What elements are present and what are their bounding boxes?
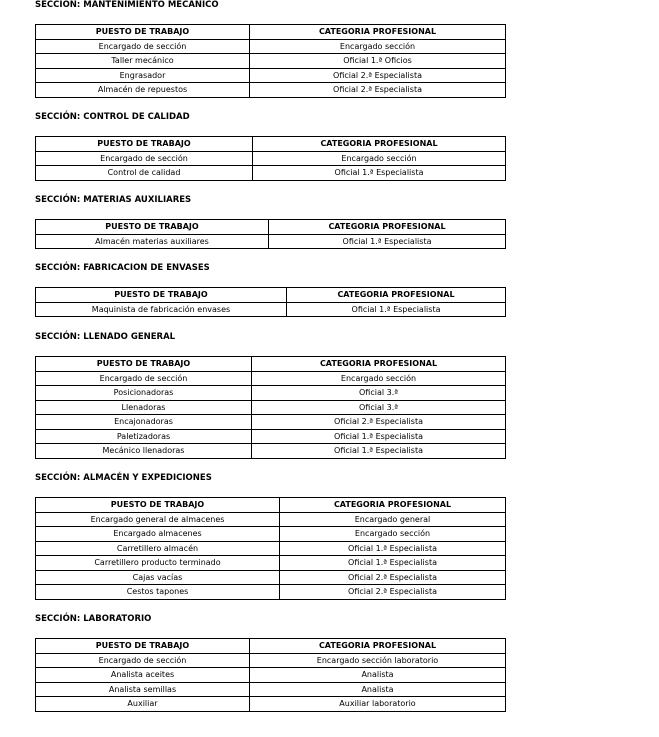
table-laboratorio	[35, 638, 506, 712]
table-row	[36, 444, 506, 459]
table-header-row	[36, 25, 506, 40]
cell-puesto: Auxiliar	[36, 697, 250, 712]
cell-puesto: Analista semillas	[36, 682, 250, 697]
header-puesto: PUESTO DE TRABAJO	[36, 639, 250, 654]
section-title-laboratorio: SECCIÓN: LABORATORIO	[35, 614, 152, 624]
cell-categoria: Auxiliar laboratorio	[250, 697, 506, 712]
cell-categoria: Oficial 3.ª	[252, 386, 506, 401]
table-row	[36, 429, 506, 444]
cell-categoria: Oficial 1.ª Especialista	[253, 166, 506, 181]
table-header-row	[36, 288, 506, 303]
table-row	[36, 166, 506, 181]
cell-categoria: Oficial 1.ª Especialista	[280, 541, 506, 556]
cell-puesto: Almacén materias auxiliares	[36, 234, 269, 249]
header-categoria: CATEGORIA PROFESIONAL	[280, 498, 506, 513]
section-title-almacen-expediciones: SECCIÓN: ALMACÉN Y EXPEDICIONES	[35, 473, 212, 483]
cell-puesto: Maquinista de fabricación envases	[36, 302, 287, 317]
table-row	[36, 83, 506, 98]
header-categoria: CATEGORIA PROFESIONAL	[252, 357, 506, 372]
cell-categoria: Encargado sección	[280, 527, 506, 542]
header-categoria: CATEGORIA PROFESIONAL	[250, 25, 506, 40]
table-row	[36, 570, 506, 585]
table-row	[36, 234, 506, 249]
cell-categoria: Encargado sección laboratorio	[250, 653, 506, 668]
cell-puesto: Almacén de repuestos	[36, 83, 250, 98]
cell-categoria: Encargado general	[280, 512, 506, 527]
cell-categoria: Oficial 1.ª Especialista	[287, 302, 506, 317]
table-header-row	[36, 137, 506, 152]
table-row	[36, 697, 506, 712]
table-row	[36, 371, 506, 386]
section-title-mantenimiento: SECCIÓN: MANTENIMIENTO MECÁNICO	[35, 0, 219, 10]
cell-categoria: Oficial 2.ª Especialista	[250, 68, 506, 83]
table-row	[36, 302, 506, 317]
cell-puesto: Carretillero producto terminado	[36, 556, 280, 571]
table-llenado-general	[35, 356, 506, 459]
cell-puesto: Mecánico llenadoras	[36, 444, 252, 459]
header-puesto: PUESTO DE TRABAJO	[36, 498, 280, 513]
cell-puesto: Encargado general de almacenes	[36, 512, 280, 527]
table-header-row	[36, 498, 506, 513]
section-title-materias-auxiliares: SECCIÓN: MATERIAS AUXILIARES	[35, 195, 192, 205]
table-row	[36, 653, 506, 668]
cell-puesto: Cajas vacías	[36, 570, 280, 585]
cell-categoria: Oficial 2.ª Especialista	[252, 415, 506, 430]
cell-categoria: Oficial 1.ª Oficios	[250, 54, 506, 69]
table-row	[36, 415, 506, 430]
cell-categoria: Encargado sección	[253, 151, 506, 166]
cell-puesto: Carretillero almacén	[36, 541, 280, 556]
cell-puesto: Encargado de sección	[36, 371, 252, 386]
table-header-row	[36, 639, 506, 654]
cell-puesto: Llenadoras	[36, 400, 252, 415]
table-row	[36, 386, 506, 401]
cell-categoria: Analista	[250, 682, 506, 697]
table-row	[36, 527, 506, 542]
table-row	[36, 682, 506, 697]
cell-puesto: Encargado de sección	[36, 653, 250, 668]
cell-puesto: Encajonadoras	[36, 415, 252, 430]
section-title-fabricacion-envases: SECCIÓN: FABRICACION DE ENVASES	[35, 263, 210, 273]
cell-categoria: Encargado sección	[252, 371, 506, 386]
cell-categoria: Oficial 1.ª Especialista	[252, 429, 506, 444]
cell-categoria: Oficial 3.ª	[252, 400, 506, 415]
cell-categoria: Oficial 1.ª Especialista	[269, 234, 506, 249]
cell-puesto: Encargado almacenes	[36, 527, 280, 542]
table-row	[36, 68, 506, 83]
table-header-row	[36, 220, 506, 235]
header-categoria: CATEGORIA PROFESIONAL	[253, 137, 506, 152]
cell-categoria: Analista	[250, 668, 506, 683]
cell-puesto: Encargado de sección	[36, 39, 250, 54]
section-title-llenado-general: SECCIÓN: LLENADO GENERAL	[35, 332, 176, 342]
table-row	[36, 585, 506, 600]
table-control-calidad	[35, 136, 506, 181]
cell-categoria: Oficial 2.ª Especialista	[280, 585, 506, 600]
table-row	[36, 512, 506, 527]
table-materias-auxiliares	[35, 219, 506, 249]
cell-categoria: Encargado sección	[250, 39, 506, 54]
cell-puesto: Engrasador	[36, 68, 250, 83]
cell-categoria: Oficial 1.ª Especialista	[252, 444, 506, 459]
header-puesto: PUESTO DE TRABAJO	[36, 357, 252, 372]
table-mantenimiento	[35, 24, 506, 98]
cell-puesto: Control de calidad	[36, 166, 253, 181]
table-row	[36, 668, 506, 683]
table-fabricacion-envases	[35, 287, 506, 317]
cell-categoria: Oficial 2.ª Especialista	[280, 570, 506, 585]
header-puesto: PUESTO DE TRABAJO	[36, 137, 253, 152]
table-almacen-expediciones	[35, 497, 506, 600]
table-row	[36, 541, 506, 556]
table-row	[36, 556, 506, 571]
cell-puesto: Taller mecánico	[36, 54, 250, 69]
header-categoria: CATEGORIA PROFESIONAL	[269, 220, 506, 235]
section-title-control-calidad: SECCIÓN: CONTROL DE CALIDAD	[35, 112, 190, 122]
table-header-row	[36, 357, 506, 372]
header-categoria: CATEGORIA PROFESIONAL	[287, 288, 506, 303]
header-puesto: PUESTO DE TRABAJO	[36, 220, 269, 235]
cell-puesto: Encargado de sección	[36, 151, 253, 166]
header-puesto: PUESTO DE TRABAJO	[36, 25, 250, 40]
cell-categoria: Oficial 1.ª Especialista	[280, 556, 506, 571]
cell-puesto: Cestos tapones	[36, 585, 280, 600]
table-row	[36, 54, 506, 69]
cell-puesto: Paletizadoras	[36, 429, 252, 444]
table-row	[36, 400, 506, 415]
table-row	[36, 39, 506, 54]
cell-puesto: Analista aceites	[36, 668, 250, 683]
header-puesto: PUESTO DE TRABAJO	[36, 288, 287, 303]
header-categoria: CATEGORIA PROFESIONAL	[250, 639, 506, 654]
table-row	[36, 151, 506, 166]
cell-puesto: Posicionadoras	[36, 386, 252, 401]
cell-categoria: Oficial 2.ª Especialista	[250, 83, 506, 98]
